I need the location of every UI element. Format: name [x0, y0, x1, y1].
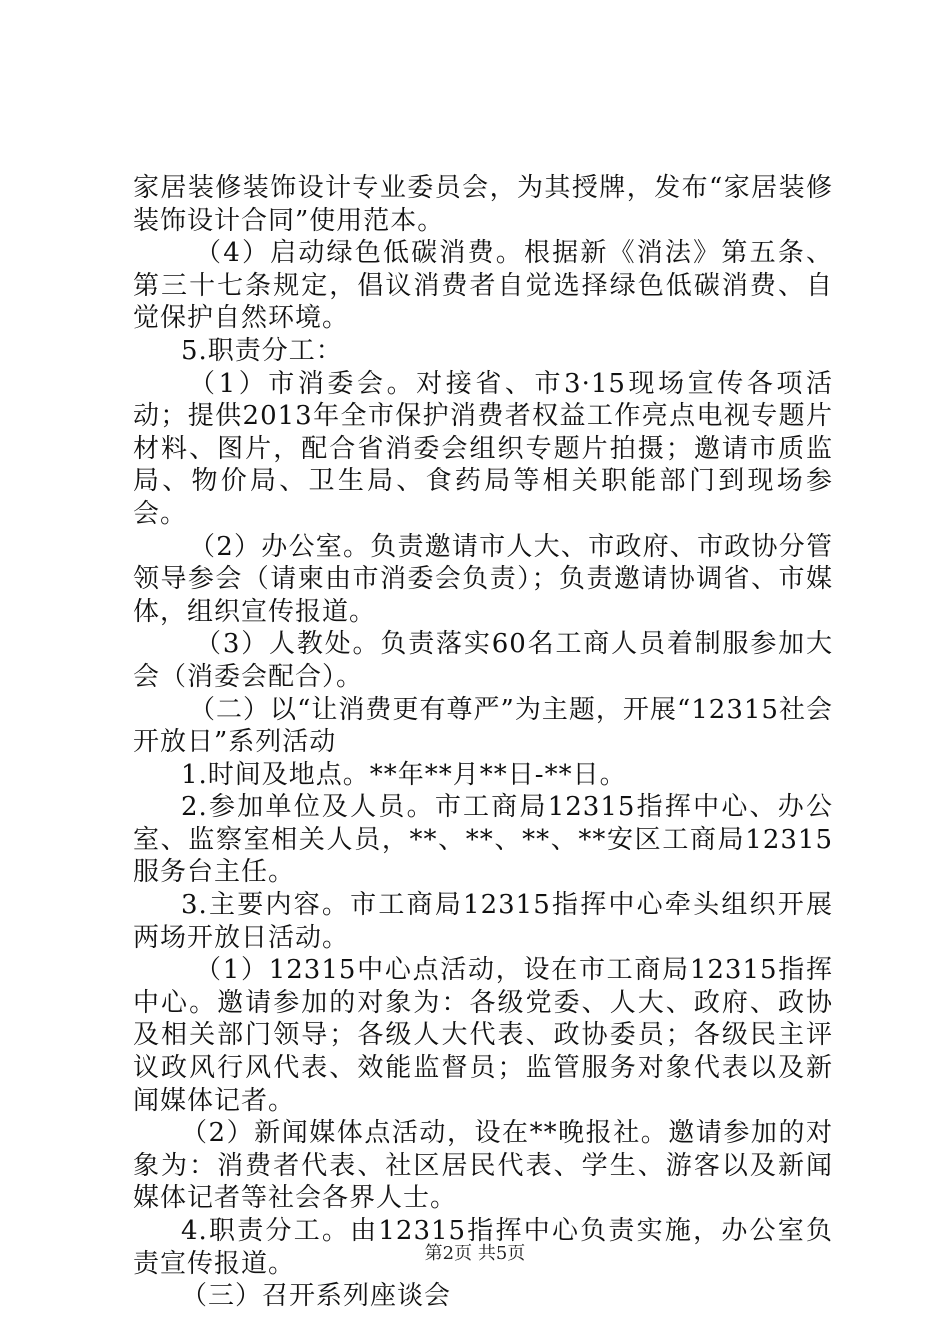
paragraph-9: 2.参加单位及人员。市工商局12315指挥中心、办公室、监察室相关人员，**、**、**、**安区工商局12315服务台主任。	[133, 792, 833, 888]
paragraph-14: （三）召开系列座谈会	[181, 1281, 452, 1312]
paragraph-12: （2）新闻媒体点活动，设在**晚报社。邀请参加的对象为：消费者代表、社区居民代表、学生、游客以及新闻媒体记者等社会各界人士。	[133, 1118, 833, 1214]
paragraph-5: （2）办公室。负责邀请市人大、市政府、市政协分管领导参会（请柬由市消委会负责）；负责邀请协调省、市媒体，组织宣传报道。	[133, 531, 833, 627]
paragraph-3: 5.职责分工：	[181, 335, 343, 366]
paragraph-2: （4）启动绿色低碳消费。根据新《消法》第五条、第三十七条规定，倡议消费者自觉选择绿色低碳消费、自觉保护自然环境。	[133, 238, 833, 334]
page-number-footer: 第2页 共5页	[424, 1243, 526, 1264]
document-body	[133, 172, 833, 1313]
paragraph-8: 1.时间及地点。**年**月**日-**日。	[181, 759, 627, 790]
paragraph-13: 4.职责分工。由12315指挥中心负责实施，办公室负责宣传报道。	[133, 1216, 833, 1279]
paragraph-7: （二）以“让消费更有尊严”为主题，开展“12315社会开放日”系列活动	[133, 694, 833, 758]
paragraph-11: （1）12315中心点活动，设在市工商局12315指挥中心。邀请参加的对象为：各级党委、人大、政府、政协及相关部门领导；各级人大代表、政协委员；各级民主评议政风行风代表、效能监督员；监管服务对象代表以及新闻媒体记者。	[133, 955, 833, 1116]
paragraph-6: （3）人教处。负责落实60名工商人员着制服参加大会（消委会配合）。	[133, 629, 833, 692]
paragraph-10: 3.主要内容。市工商局12315指挥中心牵头组织开展两场开放日活动。	[133, 890, 833, 953]
paragraph-4: （1）市消委会。对接省、市3·15现场宣传各项活动；提供2013年全市保护消费者权益工作亮点电视专题片材料、图片，配合省消委会组织专题片拍摄；邀请市质监局、物价局、卫生局、食药局等相关职能部门到现场参会。	[133, 368, 833, 529]
paragraph-1: 家居装修装饰设计专业委员会，为其授牌，发布“家居装修装饰设计合同”使用范本。	[133, 173, 833, 236]
